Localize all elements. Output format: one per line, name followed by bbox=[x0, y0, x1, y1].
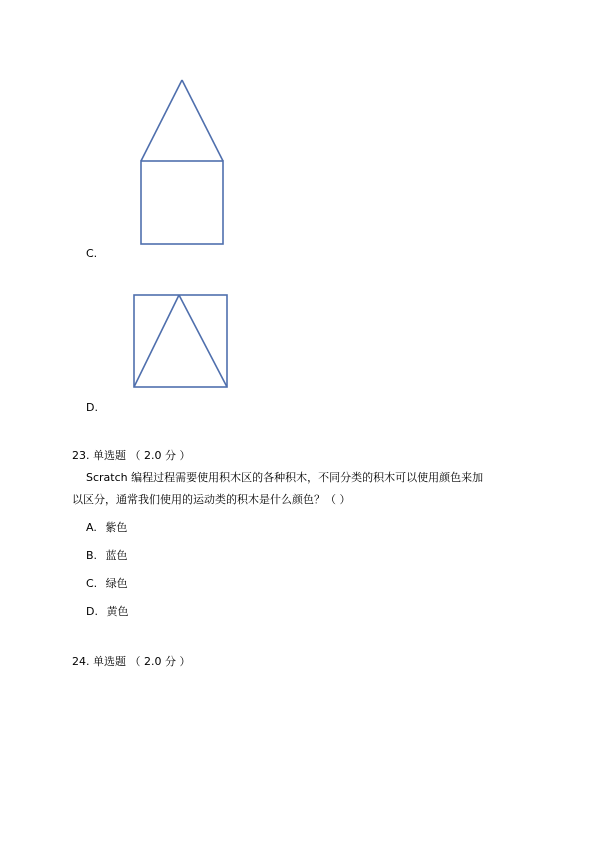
option-letter: A. bbox=[86, 521, 97, 534]
question-23-option-a[interactable] bbox=[86, 521, 127, 535]
option-d-label[interactable]: D. bbox=[86, 401, 98, 414]
question-23-header: 23. 单选题 （ 2.0 分 ） bbox=[72, 449, 191, 462]
option-text: 蓝色 bbox=[105, 549, 128, 562]
question-23-option-b[interactable] bbox=[86, 549, 128, 563]
option-text: 紫色 bbox=[105, 521, 128, 534]
option-letter: D. bbox=[86, 605, 98, 618]
square-outline bbox=[134, 295, 227, 387]
house-square bbox=[141, 161, 223, 244]
option-c-label[interactable]: C. bbox=[86, 247, 98, 260]
question-23-stem-line2: 以区分，通常我们使用的运动类的积木是什么颜色？（ ） bbox=[72, 493, 351, 506]
option-letter: B. bbox=[86, 549, 98, 562]
option-text: 绿色 bbox=[105, 577, 128, 590]
question-23-stem-line1: Scratch 编程过程需要使用积木区的各种积木，不同分类的积木可以使用颜色来加 bbox=[86, 471, 484, 484]
question-24-header: 24. 单选题 （ 2.0 分 ） bbox=[72, 655, 191, 668]
question-23-option-d[interactable] bbox=[86, 605, 128, 619]
option-letter: C. bbox=[86, 577, 98, 590]
option-text: 黄色 bbox=[106, 605, 129, 618]
question-23-option-c[interactable] bbox=[86, 577, 128, 591]
house-triangle bbox=[141, 80, 223, 161]
inscribed-triangle bbox=[134, 295, 227, 387]
